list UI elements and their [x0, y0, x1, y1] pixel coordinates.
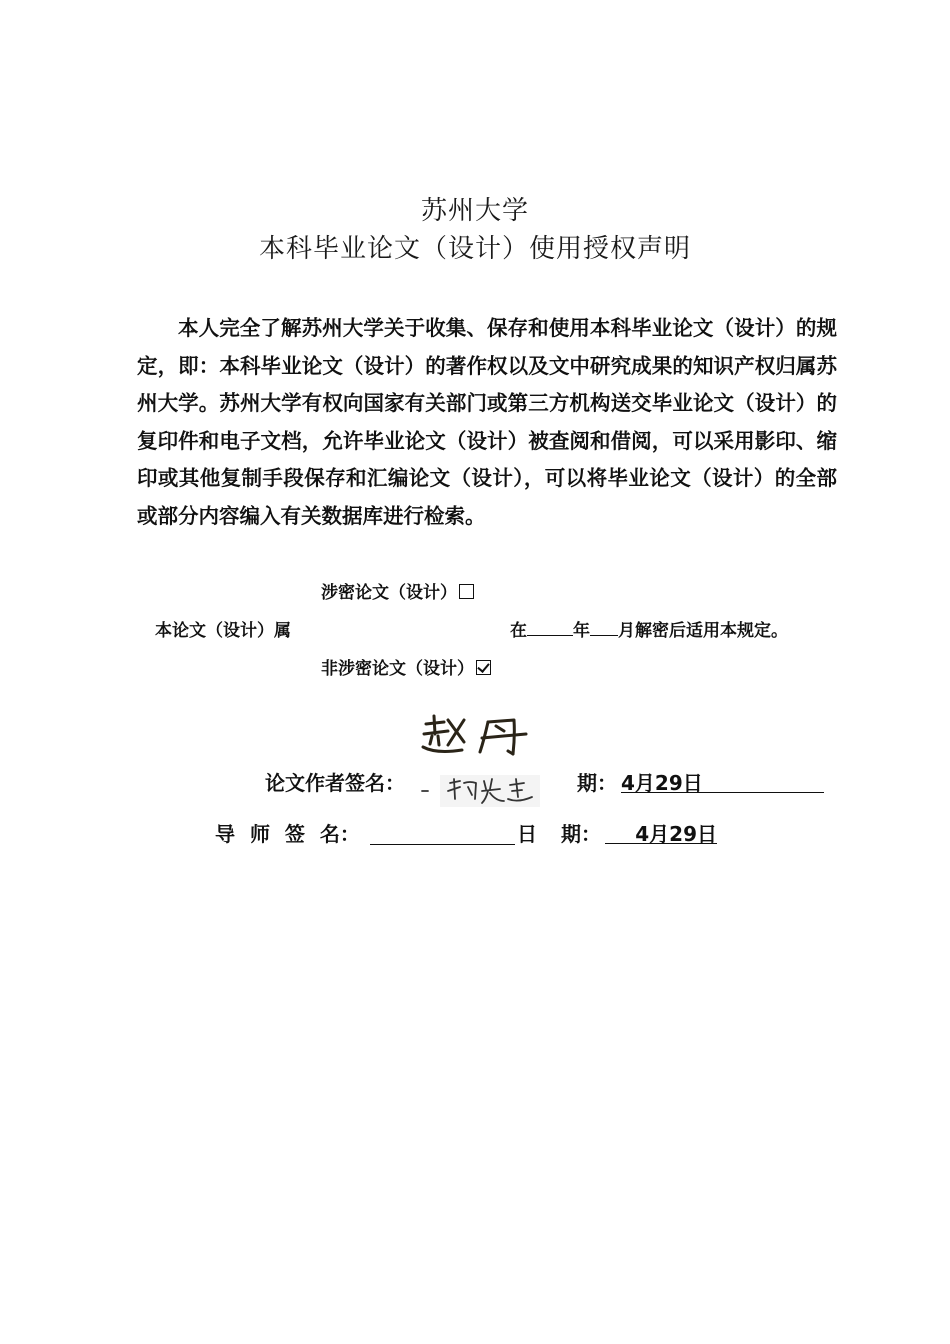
- advisor-date-value: 4月29日: [635, 822, 717, 846]
- classification-prefix: 本论文（设计）属: [155, 621, 291, 641]
- advisor-signature-label: 导 师 签 名：: [215, 822, 360, 846]
- author-date-label: 期：: [577, 771, 617, 795]
- secret-option: [321, 578, 474, 603]
- author-signature: [418, 712, 533, 758]
- author-date-value: 4月29日: [621, 771, 703, 795]
- decrypt-month-blank[interactable]: [590, 619, 618, 636]
- advisor-date-field[interactable]: [605, 818, 717, 844]
- declaration-title: 本科毕业论文（设计）使用授权声明: [258, 234, 691, 264]
- authorization-statement: 本人完全了解苏州大学关于收集、保存和使用本科毕业论文（设计）的规定，即：本科毕业论文（设计）的著作权以及文中研究成果的知识产权归属苏州大学。苏州大学有权向国家有关部门或第三方机构送交毕业论文（设计）的复印件和电子文档，允许毕业论文（设计）被查阅和借阅，可以采用影印、缩印或其他复制手段保存和汇编论文（设计），可以将毕业论文（设计）的全部或部分内容编入有关数据库进行检索。: [137, 316, 837, 528]
- secret-checkbox-icon[interactable]: [459, 584, 474, 599]
- nonsecret-option: [321, 654, 491, 679]
- nonsecret-label: 非涉密论文（设计）: [321, 659, 474, 679]
- author-date-field[interactable]: [621, 767, 824, 793]
- secret-label: 涉密论文（设计）: [321, 583, 457, 603]
- decrypt-year-blank[interactable]: [527, 619, 573, 636]
- decrypt-clause: [510, 616, 788, 641]
- advisor-date-label-1: 日: [517, 822, 537, 846]
- advisor-signature-field[interactable]: [370, 820, 515, 845]
- university-name: 苏州大学: [420, 196, 529, 226]
- nonsecret-checkbox-icon[interactable]: [476, 660, 491, 675]
- author-signature-label: 论文作者签名：: [265, 771, 405, 795]
- advisor-date-label-2: 期：: [561, 822, 601, 846]
- month-suffix-label: 月解密后适用本规定。: [618, 621, 788, 641]
- year-unit-label: 年: [573, 621, 590, 641]
- decrypt-at-label: 在: [510, 621, 527, 641]
- advisor-signature-scribble: [420, 773, 540, 809]
